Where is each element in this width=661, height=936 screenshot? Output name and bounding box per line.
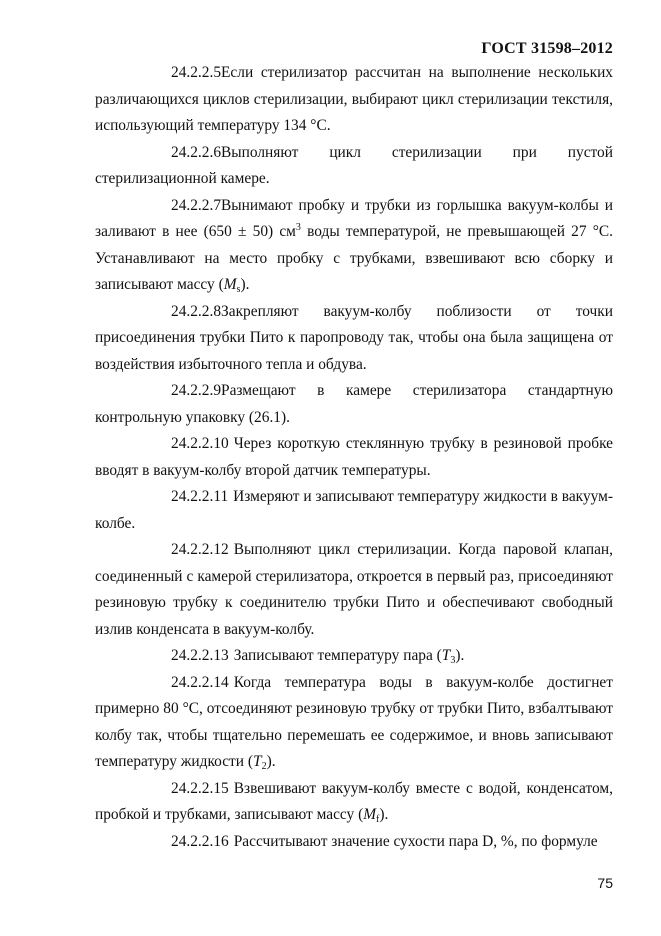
document-body: [95, 60, 613, 855]
standard-header: ГОСТ 31598–2012: [481, 40, 613, 57]
paragraph-text: Измеряют и записывают температуру жидкости в вакуум-колбе.: [95, 488, 613, 532]
clause-number: 24.2.2.7: [171, 196, 222, 214]
paragraph-text: Закрепляют вакуум-колбу поблизости от точки присоединения трубки Пито к паропроводу так, чтобы она была защищена от воздействия избыточного тепла и обдува.: [95, 302, 613, 373]
paragraph-24-2-2-6: [95, 140, 613, 193]
paragraph-text: Если стерилизатор рассчитан на выполнение нескольких различающихся циклов стерилизации, выбирают цикл стерилизации текстиля, использующий температуру 134 °С.: [95, 64, 613, 134]
clause-number: 24.2.2.13: [171, 647, 229, 664]
paragraph-24-2-2-11: [95, 484, 613, 537]
paragraph-text: Записывают температуру пара (: [233, 647, 442, 664]
paragraph-24-2-2-16: [95, 829, 613, 856]
paragraph-text: Взвешивают вакуум-колбу вместе с водой, конденсатом, пробкой и трубками, записывают массу (: [95, 779, 613, 823]
clause-number: 24.2.2.5: [171, 64, 222, 81]
paragraph-text: Рассчитывают значение сухости пара D, %, по формуле: [233, 832, 598, 850]
paragraph-24-2-2-8: [95, 299, 613, 379]
paragraph-24-2-2-10: [95, 431, 613, 484]
subscript: 2: [261, 761, 267, 772]
subscript: f: [376, 814, 380, 825]
paragraph-text: Выполняют цикл стерилизации. Когда паровой клапан, соединенный с камерой стерилизатора, откроется в первый раз, присоединяют резиновую трубку к соединителю трубки Пито и обеспечивают свободный излив конденсата в вакуум-колбу.: [95, 541, 613, 638]
paragraph-24-2-2-5: [95, 60, 613, 140]
paragraph-text-end: ).: [379, 806, 389, 823]
superscript: 3: [295, 222, 301, 233]
clause-number: 24.2.2.12: [171, 541, 229, 558]
paragraph-text-end: ).: [240, 276, 250, 293]
clause-number: 24.2.2.8: [171, 302, 222, 320]
math-variable: T: [253, 753, 262, 770]
math-variable: T: [441, 647, 451, 664]
paragraph-text: Размещают в камере стерилизатора стандартную контрольную упаковку (26.1).: [95, 382, 613, 426]
subscript: s: [236, 284, 241, 295]
paragraph-text: Вынимают пробку и трубки из горлышка вакуум-колбы и заливают в нее (650 ± 50) см: [95, 196, 613, 240]
clause-number: 24.2.2.9: [171, 382, 222, 399]
paragraph-24-2-2-15: [95, 776, 613, 829]
clause-number: 24.2.2.6: [171, 143, 222, 161]
clause-number: 24.2.2.15: [171, 779, 229, 797]
paragraph-text-end: ).: [266, 753, 276, 770]
paragraph-text-end: ).: [455, 647, 465, 664]
clause-number: 24.2.2.10: [171, 435, 229, 452]
paragraph-24-2-2-7: [95, 193, 613, 299]
page-number: 75: [597, 875, 613, 891]
paragraph-24-2-2-14: [95, 670, 613, 776]
paragraph-24-2-2-12: [95, 537, 613, 643]
paragraph-24-2-2-9: [95, 378, 613, 431]
subscript: 3: [450, 655, 456, 666]
clause-number: 24.2.2.16: [171, 832, 229, 850]
paragraph-text: Выполняют цикл стерилизации при пустой стерилизационной камере.: [95, 143, 613, 187]
paragraph-text-cont: воды температурой, не превышающей 27 °С. Устанавливают на место пробку с трубками, взвешивают всю сборку и записывают массу (: [95, 223, 613, 293]
math-variable: M: [223, 276, 237, 293]
paragraph-text: Через короткую стеклянную трубку в резиновой пробке вводят в вакуум-колбу второй датчик температуры.: [95, 435, 613, 479]
clause-number: 24.2.2.11: [171, 488, 229, 505]
clause-number: 24.2.2.14: [171, 673, 229, 691]
paragraph-24-2-2-13: [95, 643, 613, 670]
math-variable: M: [363, 806, 377, 823]
paragraph-text: Когда температура воды в вакуум-колбе достигнет примерно 80 °С, отсоединяют резиновую трубку от трубки Пито, взбалтывают колбу так, чтобы тщательно перемешать ее содержимое, и вновь записывают температуру жидкости (: [95, 673, 613, 770]
